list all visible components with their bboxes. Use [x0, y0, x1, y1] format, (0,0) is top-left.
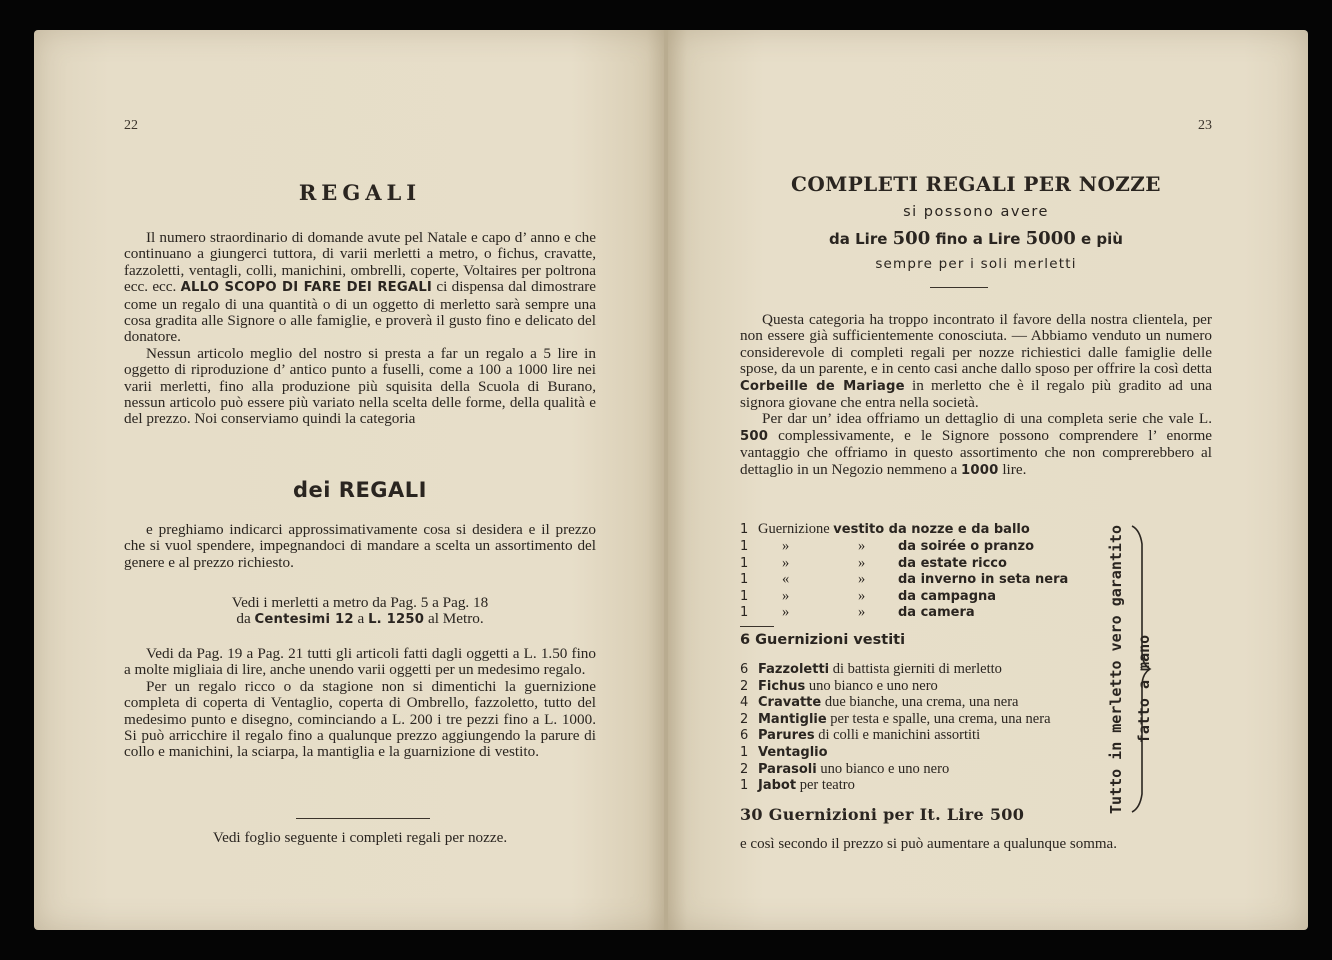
- right-title: COMPLETI REGALI PER NOZZE: [791, 172, 1161, 196]
- left-para-5: Per un regalo ricco o da stagione non si dimentichi la guernizione completa di coperta di Ventaglio, coperta di Ombrello, fazzoletto, tutto del medesimo punto e disegno, cominciando a L. 200 i tre pezzi fino a L. 1000. Si può arricchire il regalo fino a qualunque prezzo aggiungendo la parure di collo e manichini, la sciarpa, la mantiglia e la guarnizione di vestito.: [124, 677, 596, 761]
- mark: »: [858, 588, 866, 604]
- item-name: Parasoli: [758, 762, 817, 777]
- vedi-da: da: [236, 610, 251, 628]
- item-name: Ventaglio: [758, 745, 828, 760]
- left-footer: Vedi foglio seguente i completi regali per nozze.: [212, 829, 508, 846]
- item-row: [740, 694, 1018, 711]
- left-para-1-bold: ALLO SCOPO DI FARE DEI REGALI: [180, 280, 433, 296]
- item-name: Mantiglie: [758, 712, 827, 727]
- item-desc: uno bianco e uno nero: [808, 678, 938, 694]
- left-para-1-b: ci dispensa dal dimostrare come un regalo di una quantità o di un oggetto di merletto sarà sempre una cosa gradita alle Signore o alle famiglie, e proverà il gusto fino e delicato del donatore.: [124, 278, 597, 346]
- left-subtitle: dei REGALI: [293, 478, 427, 502]
- right-subtitle-2: [740, 228, 1212, 249]
- vestito-row: [740, 588, 996, 605]
- mark: »: [858, 538, 866, 554]
- right-para-1-bold: Corbeille de Mariage: [740, 378, 905, 394]
- sub2-5000: 5000: [1025, 228, 1076, 249]
- qty: 1: [740, 556, 749, 571]
- right-para-2-bold-1: 500: [740, 428, 769, 444]
- desc: da soirée o pranzo: [898, 539, 1034, 554]
- desc: da campagna: [898, 589, 997, 604]
- item-desc: due bianche, una crema, una nera: [824, 694, 1019, 710]
- left-para-3: e preghiamo indicarci approssimativamente cosa si desidera e il prezzo che si vuol spendere, impegnandoci di mandare a scelta un assortimento del genere e al prezzo richiesto.: [124, 521, 596, 571]
- vestiti-divider: [740, 626, 774, 627]
- left-vedi-line-1: Vedi i merletti a metro da Pag. 5 a Pag. 18: [231, 594, 489, 611]
- right-title-divider: [930, 287, 988, 288]
- right-para-1-a: Questa categoria ha troppo incontrato il favore della nostra clientela, per non essere già sufficientemente conosciuta. — Abbiamo venduto un numero considerevole di completi regali per nozze richiestici dalle famiglie delle spose, da un parente, e in cento casi anche dallo sposo per offrire la così detta: [740, 311, 1212, 378]
- qty: 1: [740, 745, 749, 760]
- mark: »: [858, 604, 866, 620]
- qty: 1: [740, 605, 749, 620]
- item-desc: di colli e manichini assortiti: [818, 727, 981, 743]
- right-total: 30 Guernizioni per It. Lire 500: [740, 805, 1025, 824]
- left-para-1-a: Il numero straordinario di domande avute pel Natale e capo d’ anno e che continuano a giungerci tuttora, di varii merletti a metro, o fichus, cravatte, fazzoletti, ventagli, colli, manichini, ombrelli, coperte, Voltaires per poltrona ecc. ecc.: [124, 229, 596, 296]
- left-page: [34, 30, 666, 930]
- item-row: [740, 678, 938, 695]
- qty: 2: [740, 712, 749, 727]
- item-name: Cravatte: [758, 695, 822, 710]
- vertical-line-2: fatto a mano: [1135, 634, 1153, 744]
- right-page: [668, 30, 1308, 930]
- item-name: Fazzoletti: [758, 662, 830, 677]
- desc: da camera: [898, 605, 975, 620]
- qty: 1: [740, 778, 749, 793]
- page-number-right: 23: [1198, 118, 1212, 133]
- mark: »: [858, 555, 866, 571]
- qty: 4: [740, 695, 749, 710]
- qty: 6: [740, 662, 749, 677]
- vestito-row: [740, 571, 1068, 588]
- qty: 6: [740, 728, 749, 743]
- right-para-2-b: complessivamente, e le Signore possono comprendere l’ enorme vantaggio che offriamo in questo assortimento che non comprerebbero al dettaglio in un Negozio nemmeno a: [740, 426, 1212, 478]
- item-desc: di battista gierniti di merletto: [832, 661, 1002, 677]
- qty: 1: [740, 539, 749, 554]
- right-para-2-c: lire.: [1002, 460, 1027, 478]
- right-closing: e così secondo il prezzo si può aumentare a qualunque somma.: [740, 836, 1117, 852]
- left-vedi-block: [124, 595, 596, 629]
- vestito-row: [740, 521, 1030, 538]
- label: »: [782, 555, 790, 571]
- sub2-da-lire: da Lire: [829, 230, 888, 248]
- vestito-row: [740, 555, 1007, 572]
- sub2-e-piu: e più: [1080, 230, 1123, 248]
- label: »: [782, 604, 790, 620]
- label: »: [782, 538, 790, 554]
- vestito-row: [740, 604, 975, 621]
- label: «: [782, 571, 790, 587]
- vedi-metro: al Metro.: [427, 610, 484, 628]
- item-name: Jabot: [758, 778, 797, 793]
- left-divider: [296, 818, 430, 819]
- right-para-1-b: in merletto che è il regalo più gradito ad una signora giovane che entra nella società.: [740, 376, 1212, 412]
- left-title: REGALI: [298, 180, 422, 205]
- vertical-note: [1102, 525, 1162, 814]
- left-para-2: Nessun articolo meglio del nostro si presta a far un regalo a 5 lire in oggetto di riproduzione d’ antico punto a fuselli, come a 100 a 1000 lire nei varii merletti, fino alla produzione più squisita della Scuola di Burano, nessun articolo può essere più variato nella scelta delle forme, della qualità e del prezzo. Noi conserviamo quindi la categoria: [124, 344, 596, 428]
- right-para-2-a: Per dar un’ idea offriamo un dettaglio di una completa serie che vale L.: [762, 410, 1212, 428]
- left-para-4: Vedi da Pag. 19 a Pag. 21 tutti gli articoli fatti dagli oggetti a L. 1.50 fino a molte migliaia di lire, anche unendo varii oggetti per un medesimo regalo.: [124, 645, 596, 679]
- vestito-row: [740, 538, 1034, 555]
- item-row: [740, 727, 980, 744]
- item-desc: per teatro: [799, 777, 855, 793]
- item-row: [740, 744, 828, 761]
- desc: da estate ricco: [898, 556, 1007, 571]
- page-number-left: 22: [124, 118, 138, 133]
- vestiti-total: 6 Guernizioni vestiti: [740, 632, 906, 648]
- item-row: [740, 661, 1002, 678]
- item-desc: per testa e spalle, una crema, una nera: [830, 711, 1051, 727]
- right-subtitle-3: sempre per i soli merletti: [875, 256, 1077, 272]
- sub2-500: 500: [892, 228, 931, 249]
- right-para-2-bold-2: 1000: [961, 462, 999, 478]
- label: Guernizione: [758, 521, 830, 537]
- item-desc: uno bianco e uno nero: [820, 761, 950, 777]
- item-row: [740, 711, 1051, 728]
- item-row: [740, 777, 855, 794]
- vedi-lire: L. 1250: [368, 612, 425, 628]
- mark: »: [858, 571, 866, 587]
- desc: vestito da nozze e da ballo: [833, 522, 1030, 537]
- left-para-1: [124, 230, 596, 428]
- right-subtitle-1: si possono avere: [903, 204, 1049, 220]
- vertical-line-1: Tutto in merletto vero garantito: [1107, 525, 1125, 814]
- left-vedi-line-2: [124, 611, 596, 628]
- item-row: [740, 761, 949, 778]
- qty: 2: [740, 762, 749, 777]
- qty: 1: [740, 589, 749, 604]
- item-name: Fichus: [758, 679, 806, 694]
- qty: 1: [740, 572, 749, 587]
- item-name: Parures: [758, 728, 815, 743]
- qty: 1: [740, 522, 749, 537]
- sub2-fino: fino a Lire: [935, 230, 1021, 248]
- desc: da inverno in seta nera: [898, 572, 1069, 587]
- label: »: [782, 588, 790, 604]
- qty: 2: [740, 679, 749, 694]
- vedi-a: a: [357, 610, 365, 628]
- vedi-centesimi: Centesimi 12: [254, 612, 354, 628]
